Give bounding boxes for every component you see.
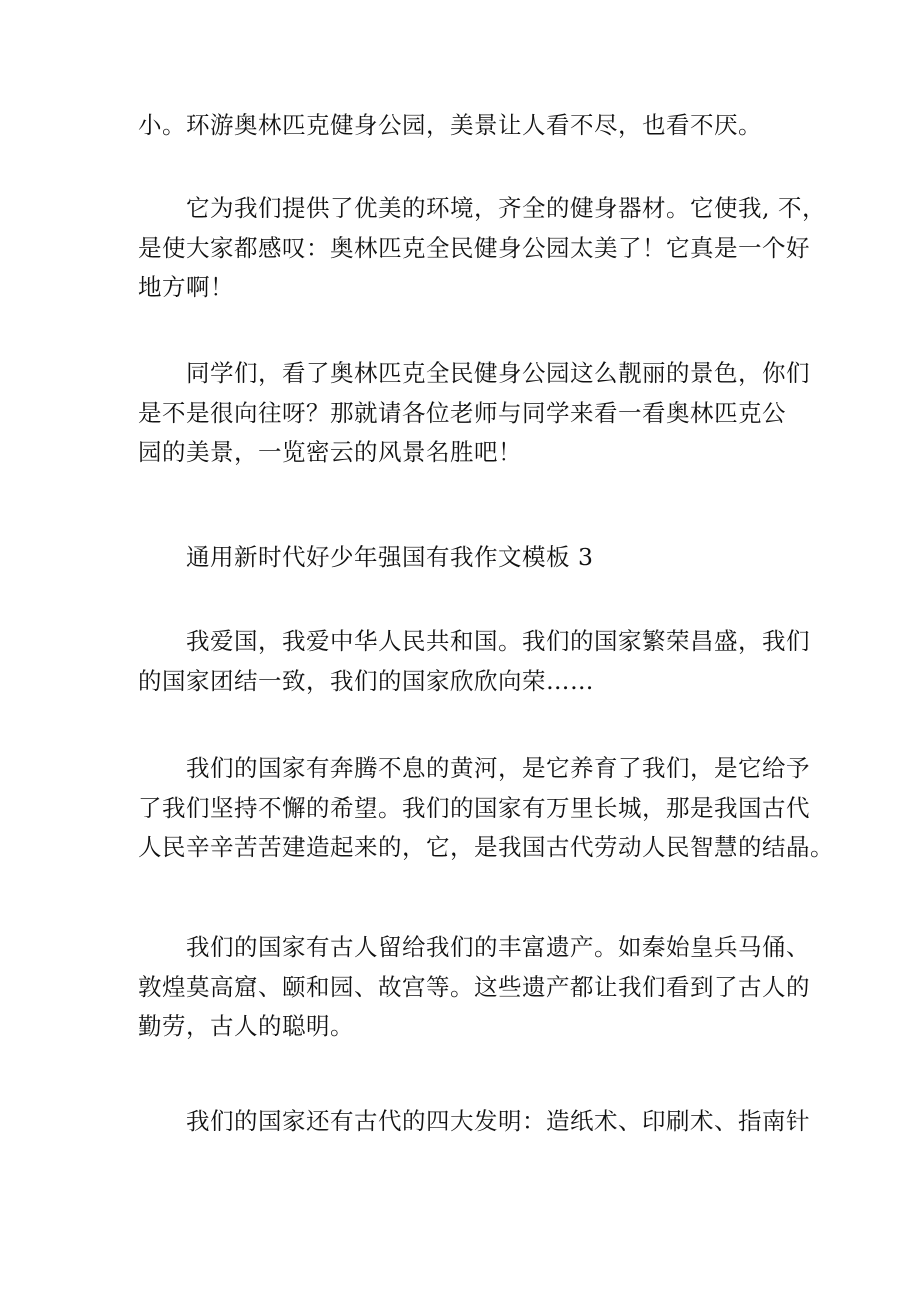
paragraph-1 bbox=[138, 106, 788, 146]
paragraph-4 bbox=[138, 622, 810, 701]
text-line: 我们的国家还有古代的四大发明：造纸术、印刷术、指南针 bbox=[186, 1107, 810, 1135]
text-line: 人民辛辛苦苦建造起来的，它，是我国古代劳动人民智慧的结晶。 bbox=[138, 833, 834, 861]
text-line: 地方啊！ bbox=[138, 273, 234, 301]
text-line: 敦煌莫高窟、颐和园、故宫等。这些遗产都让我们看到了古人的 bbox=[138, 972, 810, 1001]
text-line: 是使大家都感叹：奥林匹克全民健身公园太美了！它真是一个好 bbox=[138, 233, 810, 262]
paragraph-5 bbox=[138, 749, 834, 868]
text-line: 园的美景，一览密云的风景名胜吧！ bbox=[138, 438, 522, 466]
text-line: 同学们，看了奥林匹克全民健身公园这么靓丽的景色，你们 bbox=[186, 359, 810, 387]
paragraph-6 bbox=[138, 928, 810, 1047]
section-heading bbox=[138, 538, 788, 578]
text-line: 的国家团结一致，我们的国家欣欣向荣…… bbox=[138, 666, 594, 695]
text-line: 了我们坚持不懈的希望。我们的国家有万里长城，那是我国古代 bbox=[138, 793, 810, 822]
text-line: 是不是很向往呀？那就请各位老师与同学来看一看奥林匹克公 bbox=[138, 398, 786, 427]
text-line: 勤劳，古人的聪明。 bbox=[138, 1012, 354, 1040]
text-line: 我爱国，我爱中华人民共和国。我们的国家繁荣昌盛，我们 bbox=[186, 627, 810, 655]
text-line: 它为我们提供了优美的环境，齐全的健身器材。它使我, 不， bbox=[186, 194, 826, 222]
text-line: 我们的国家有奔腾不息的黄河，是它养育了我们，是它给予 bbox=[186, 754, 810, 782]
text-line: 小。环游奥林匹克健身公园，美景让人看不尽，也看不厌。 bbox=[138, 111, 762, 139]
paragraph-3 bbox=[138, 354, 810, 473]
paragraph-2 bbox=[138, 189, 826, 308]
heading-text: 通用新时代好少年强国有我作文模板 3 bbox=[186, 543, 594, 571]
text-line: 我们的国家有古人留给我们的丰富遗产。如秦始皇兵马俑、 bbox=[186, 933, 810, 961]
paragraph-7 bbox=[138, 1102, 810, 1142]
